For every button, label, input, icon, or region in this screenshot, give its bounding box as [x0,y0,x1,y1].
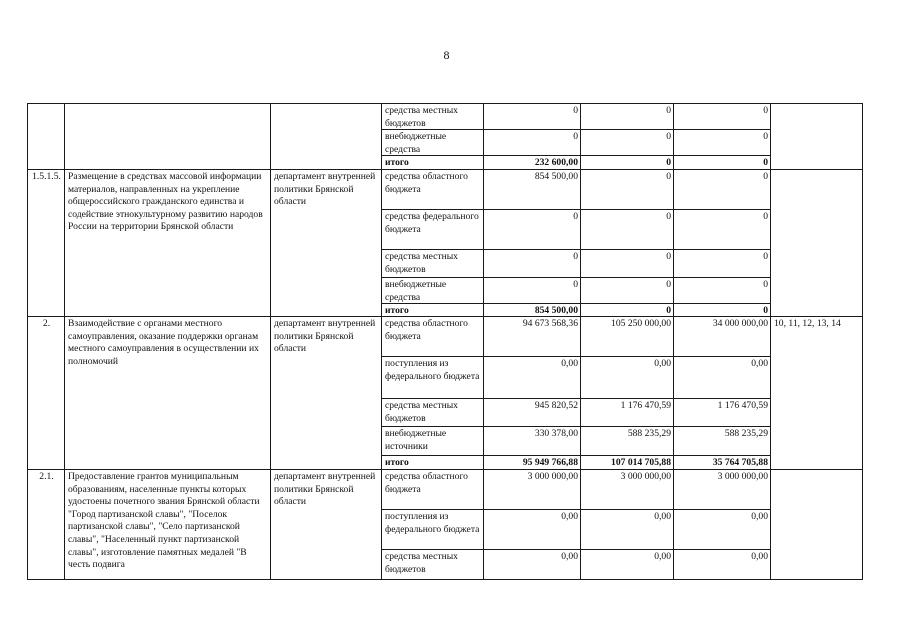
amount-cell: 0,00 [673,549,771,580]
indicators-cell [770,169,863,317]
funding-source-cell: средства областного бюджета [381,316,484,357]
amount-cell: 0 [580,103,674,130]
row-executor-cell: департамент внутренней политики Брянской области [270,469,382,580]
amount-cell: 0 [580,249,674,278]
amount-cell: 0 [580,303,674,317]
row-name-cell [64,103,271,170]
funding-source-cell: средства областного бюджета [381,169,484,210]
row-name-cell: Взаимодействие с органами местного самоуправления, оказание поддержки органам местного самоуправления в осуществлении их полномочий [64,316,271,470]
amount-cell: 588 235,29 [673,426,771,456]
amount-cell: 0 [483,249,581,278]
amount-cell: 588 235,29 [580,426,674,456]
amount-cell: 0,00 [483,549,581,580]
amount-cell: 854 500,00 [483,169,581,210]
amount-cell: 0 [483,277,581,304]
row-number-cell: 2. [27,316,65,470]
amount-cell: 0 [673,169,771,210]
amount-cell: 94 673 568,36 [483,316,581,357]
amount-cell: 0,00 [580,549,674,580]
amount-cell: 0 [673,103,771,130]
funding-source-cell: поступления из федерального бюджета [381,356,484,399]
row-executor-cell [270,103,382,170]
funding-source-cell: средства местных бюджетов [381,549,484,580]
amount-cell: 0 [673,249,771,278]
amount-cell: 105 250 000,00 [580,316,674,357]
funding-source-cell: итого [381,455,484,470]
amount-cell: 0,00 [580,509,674,550]
amount-cell: 3 000 000,00 [483,469,581,510]
amount-cell: 0,00 [483,509,581,550]
amount-cell: 330 378,00 [483,426,581,456]
row-executor-cell: департамент внутренней политики Брянской области [270,316,382,470]
amount-cell: 0,00 [673,356,771,399]
row-executor-cell: департамент внутренней политики Брянской области [270,169,382,317]
amount-cell: 0 [580,277,674,304]
funding-source-cell: итого [381,303,484,317]
funding-source-cell: итого [381,155,484,170]
indicators-cell [770,103,863,170]
indicators-cell: 10, 11, 12, 13, 14 [770,316,863,470]
amount-cell: 3 000 000,00 [673,469,771,510]
funding-source-cell: средства областного бюджета [381,469,484,510]
amount-cell: 0 [483,103,581,130]
amount-cell: 0 [580,209,674,250]
amount-cell: 0 [580,169,674,210]
amount-cell: 0 [580,155,674,170]
row-number-cell [27,103,65,170]
page-number: 8 [443,48,450,62]
indicators-cell [770,469,863,580]
amount-cell: 0 [580,129,674,156]
row-number-cell: 1.5.1.5. [27,169,65,317]
row-name-cell: Размещение в средствах массовой информации материалов, направленных на укрепление общероссийского гражданского единства и содействие этнокультурному развитию народов России на территории Брянской области [64,169,271,317]
funding-source-cell: средства местных бюджетов [381,249,484,278]
funding-source-cell: средства федерального бюджета [381,209,484,250]
amount-cell: 35 764 705,88 [673,455,771,470]
amount-cell: 0,00 [673,509,771,550]
amount-cell: 232 600,00 [483,155,581,170]
amount-cell: 1 176 470,59 [580,398,674,427]
funding-source-cell: внебюджетные источники [381,426,484,456]
amount-cell: 945 820,52 [483,398,581,427]
funding-source-cell: средства местных бюджетов [381,103,484,130]
amount-cell: 34 000 000,00 [673,316,771,357]
funding-source-cell: средства местных бюджетов [381,398,484,427]
amount-cell: 95 949 766,88 [483,455,581,470]
row-name-cell: Предоставление грантов муниципальным образованиям, населенные пункты которых удостоены почетного звания Брянской области "Город партизанской славы", "Поселок партизанской славы", "Село партизанской славы", "Населенный пункт партизанской славы", изготовление памятных медалей "В честь подвига [64,469,271,580]
amount-cell: 854 500,00 [483,303,581,317]
amount-cell: 0,00 [580,356,674,399]
funding-source-cell: внебюджетные средства [381,277,484,304]
amount-cell: 0 [673,277,771,304]
amount-cell: 0,00 [483,356,581,399]
funding-source-cell: внебюджетные средства [381,129,484,156]
amount-cell: 0 [673,303,771,317]
amount-cell: 107 014 705,88 [580,455,674,470]
amount-cell: 0 [673,129,771,156]
funding-source-cell: поступления из федерального бюджета [381,509,484,550]
row-number-cell: 2.1. [27,469,65,580]
amount-cell: 0 [673,155,771,170]
amount-cell: 1 176 470,59 [673,398,771,427]
amount-cell: 0 [483,209,581,250]
amount-cell: 0 [483,129,581,156]
amount-cell: 3 000 000,00 [580,469,674,510]
amount-cell: 0 [673,209,771,250]
